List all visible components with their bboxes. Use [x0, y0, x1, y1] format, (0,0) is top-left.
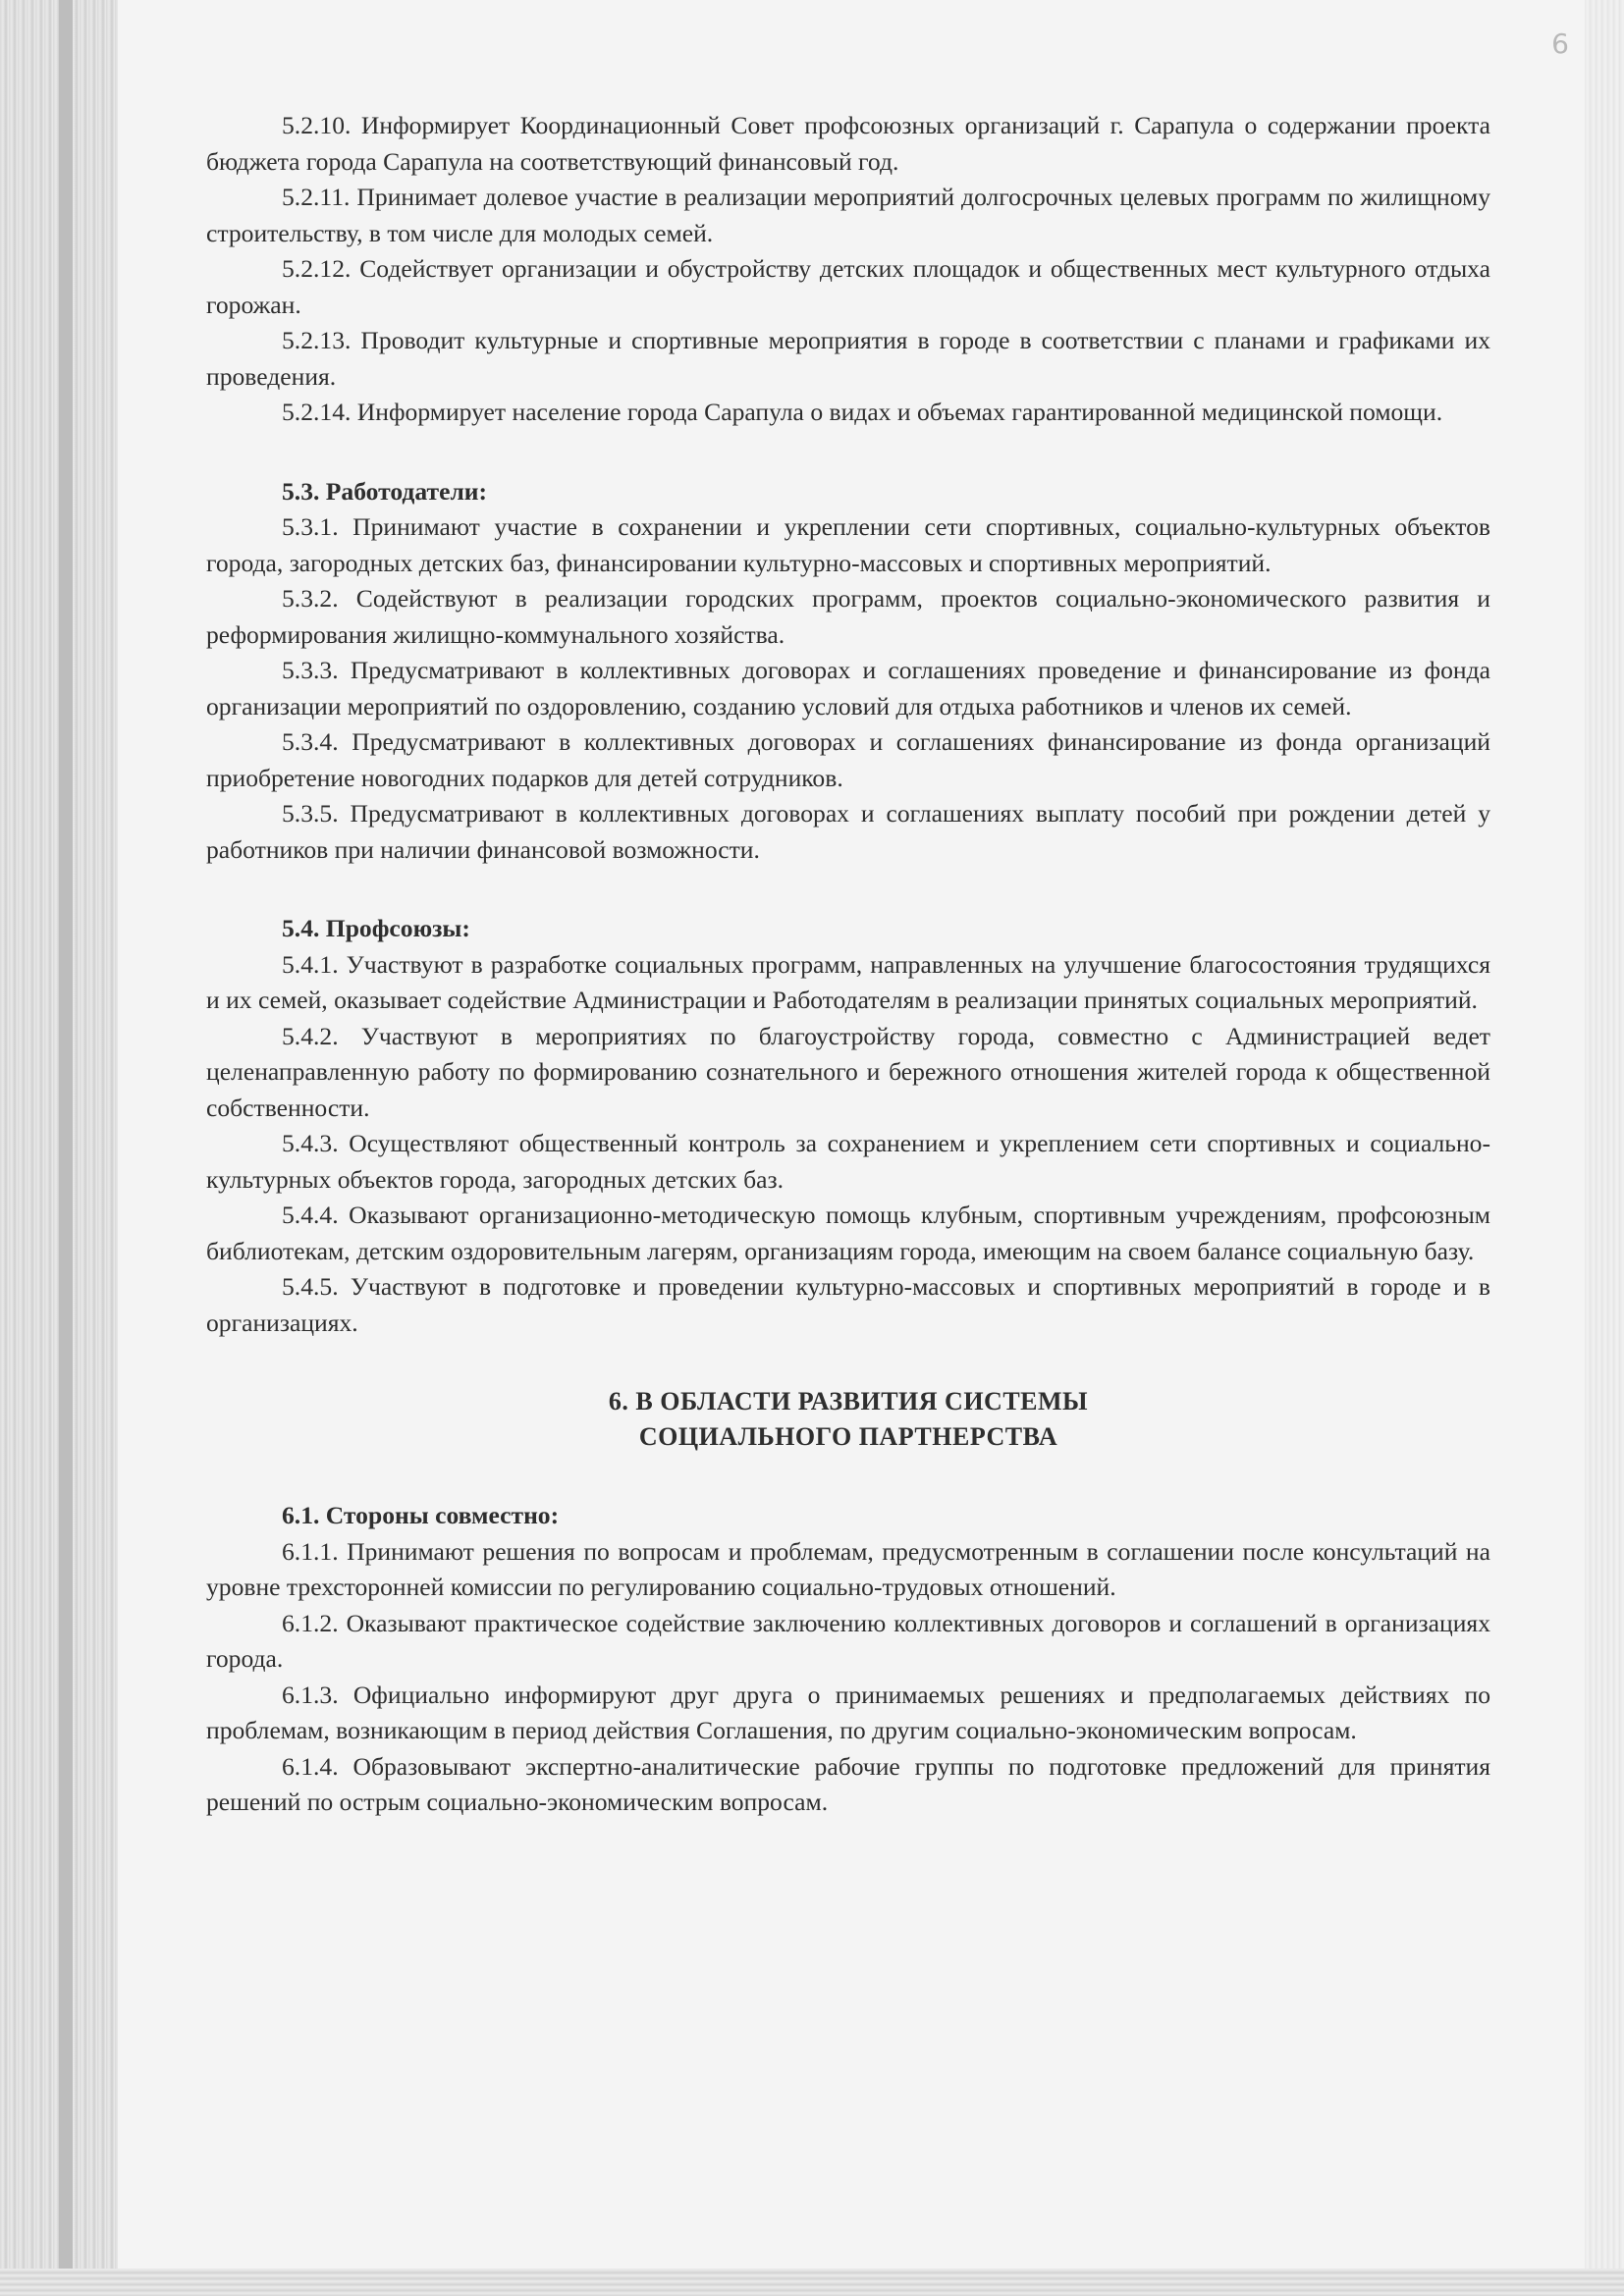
heading-5-4: 5.4. Профсоюзы:: [282, 914, 470, 942]
paragraph-5-4-3: 5.4.3. Осуществляют общественный контроль за сохранением и укреплением сети спортивных и социально-культурных объектов города, загородных детских баз.: [206, 1129, 1490, 1194]
paragraph-5-4-4: 5.4.4. Оказывают организационно-методическую помощь клубным, спортивным учреждениям, профсоюзным библиотекам, детским оздоровительным лагерям, организациям города, имеющим на своем балансе социальную базу.: [206, 1201, 1490, 1265]
paragraph-5-3-2: 5.3.2. Содействуют в реализации городских программ, проектов социально-экономического развития и реформирования жилищно-коммунального хозяйства.: [206, 584, 1490, 649]
document-page: [206, 108, 1490, 1821]
scan-shadow-bottom: [0, 2269, 1624, 2296]
paragraph-5-3-1: 5.3.1. Принимают участие в сохранении и укреплении сети спортивных, социально-культурных объектов города, загородных детских баз, финансировании культурно-массовых и спортивных мероприятий.: [206, 512, 1490, 577]
paragraph-6-1-2: 6.1.2. Оказывают практическое содействие заключению коллективных договоров и соглашений в организациях города.: [206, 1608, 1490, 1673]
paragraph-5-2-11: 5.2.11. Принимает долевое участие в реализации мероприятий долгосрочных целевых программ по жилищному строительству, в том числе для молодых семей.: [206, 183, 1490, 247]
paragraph-6-1-4: 6.1.4. Образовывают экспертно-аналитические рабочие группы по подготовке предложений для принятия решений по острым социально-экономическим вопросам.: [206, 1751, 1490, 1816]
section-6-title-line-1: 6. В ОБЛАСТИ РАЗВИТИЯ СИСТЕМЫ: [608, 1387, 1089, 1415]
heading-5-3: 5.3. Работодатели:: [282, 476, 488, 506]
paragraph-5-4-5: 5.4.5. Участвуют в подготовке и проведении культурно-массовых и спортивных мероприятий в городе и в организациях.: [206, 1272, 1490, 1337]
paragraph-5-3-5: 5.3.5. Предусматривают в коллективных договорах и соглашениях выплату пособий при рождении детей у работников при наличии финансовой возможности.: [206, 799, 1490, 864]
paragraph-5-2-13: 5.2.13. Проводит культурные и спортивные мероприятия в городе в соответствии с планами и графиками их проведения.: [206, 326, 1490, 391]
paragraph-6-1-1: 6.1.1. Принимают решения по вопросам и проблемам, предусмотренным в соглашении после консультаций на уровне трехсторонней комиссии по регулированию социально-трудовых отношений.: [206, 1536, 1490, 1601]
heading-6-1: 6.1. Стороны совместно:: [282, 1501, 560, 1529]
paragraph-5-2-12: 5.2.12. Содействует организации и обустройству детских площадок и общественных мест культурного отдыха горожан.: [206, 254, 1490, 319]
paragraph-5-2-14: 5.2.14. Информирует население города Сарапула о видах и объемах гарантированной медицинской помощи.: [282, 398, 1443, 426]
paragraph-5-4-2: 5.4.2. Участвуют в мероприятиях по благоустройству города, совместно с Администрацией ведет целенаправленную работу по формированию сознательного и бережного отношения жителей города к общественной собственности.: [206, 1021, 1490, 1122]
page-number-mark: 6: [1551, 27, 1569, 60]
section-6-title-line-2: СОЦИАЛЬНОГО ПАРТНЕРСТВА: [638, 1422, 1058, 1451]
paragraph-5-3-3: 5.3.3. Предусматривают в коллективных договорах и соглашениях проведение и финансирование из фонда организации мероприятий по оздоровлению, созданию условий для отдыха работников и членов их семей.: [206, 656, 1490, 721]
paragraph-5-2-10: 5.2.10. Информирует Координационный Совет профсоюзных организаций г. Сарапула о содержании проекта бюджета города Сарапула на соответствующий финансовый год.: [206, 111, 1490, 176]
paragraph-5-3-4: 5.3.4. Предусматривают в коллективных договорах и соглашениях финансирование из фонда организаций приобретение новогодних подарков для детей сотрудников.: [206, 727, 1490, 792]
paragraph-6-1-3: 6.1.3. Официально информируют друг друга о принимаемых решениях и предполагаемых действиях по проблемам, возникающим в период действия Соглашения, по другим социально-экономическим вопросам.: [206, 1680, 1490, 1744]
paragraph-5-4-1: 5.4.1. Участвуют в разработке социальных программ, направленных на улучшение благосостояния трудящихся и их семей, оказывает содействие Администрации и Работодателям в реализации принятых социальных мероприятий.: [206, 949, 1490, 1014]
scan-shadow-left-band: [59, 0, 73, 2296]
scan-shadow-right: [1585, 0, 1624, 2296]
